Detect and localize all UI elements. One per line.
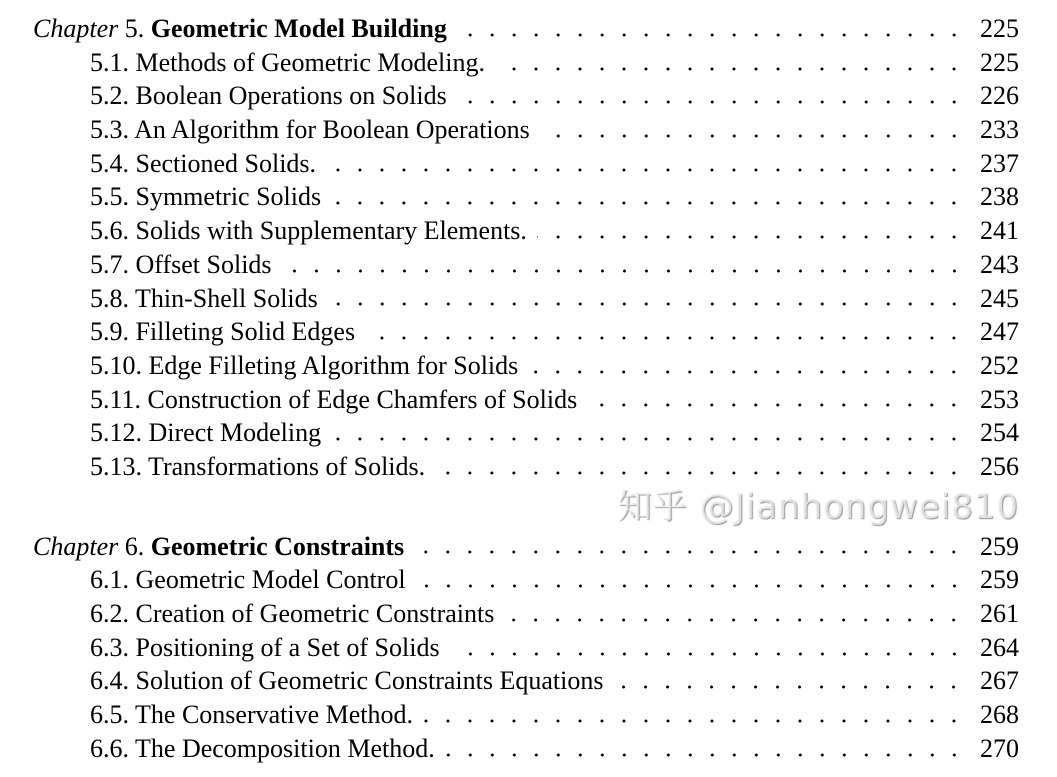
toc-section-entry[interactable]: [0, 732, 1057, 766]
page-number: 225: [980, 14, 1019, 43]
page-number: 245: [980, 283, 1019, 313]
table-of-contents: [0, 12, 1057, 765]
dot-leader: [423, 718, 965, 724]
toc-section-entry[interactable]: [0, 214, 1057, 248]
page-number: 264: [980, 632, 1019, 662]
toc-section-entry[interactable]: [0, 248, 1057, 282]
dot-leader: [457, 32, 965, 38]
section-title: 5.10. Edge Filleting Algorithm for Solids: [90, 350, 519, 380]
page-number: 270: [980, 733, 1019, 763]
section-title: 6.4. Solution of Geometric Constraints Equations: [90, 666, 604, 696]
page-number: 256: [980, 451, 1019, 481]
toc-section-entry[interactable]: [0, 450, 1057, 484]
chapter-title: [33, 12, 447, 46]
chapter-name: Geometric Constraints: [150, 531, 405, 561]
dot-leader: [445, 752, 965, 758]
dot-leader: [416, 583, 965, 589]
section-title: 6.6. The Decomposition Method.: [90, 733, 435, 763]
dot-leader: [537, 234, 965, 240]
toc-section-entry[interactable]: [0, 597, 1057, 631]
toc-section-entry[interactable]: [0, 631, 1057, 665]
chapter-title: [33, 530, 404, 564]
dot-leader: [282, 268, 965, 274]
toc-section-entry[interactable]: [0, 147, 1057, 181]
page-number: 268: [980, 700, 1019, 730]
page-number: 241: [980, 216, 1019, 246]
section-title: 5.8. Thin-Shell Solids: [90, 283, 318, 313]
toc-section-entry[interactable]: [0, 180, 1057, 214]
section-title: 6.5. The Conservative Method.: [90, 700, 414, 730]
chapter-gap: [0, 484, 1057, 530]
section-title: 5.3. An Algorithm for Boolean Operations: [90, 115, 530, 145]
chapter-number: 6.: [124, 531, 145, 561]
dot-leader: [326, 167, 965, 173]
section-title: 5.7. Offset Solids: [90, 249, 272, 279]
dot-leader: [331, 436, 965, 442]
dot-leader: [528, 369, 965, 375]
page-number: 247: [980, 317, 1019, 347]
page-number: 267: [980, 666, 1019, 696]
page-number: 238: [980, 182, 1019, 212]
toc-chapter-entry[interactable]: [0, 530, 1057, 564]
dot-leader: [613, 684, 965, 690]
page-number: 259: [980, 531, 1019, 561]
section-title: 5.9. Filleting Solid Edges: [90, 317, 356, 347]
section-title: 5.11. Construction of Edge Chamfers of Solids: [90, 384, 578, 414]
toc-section-entry[interactable]: [0, 282, 1057, 316]
dot-leader: [504, 617, 965, 623]
page-number: 253: [980, 384, 1019, 414]
toc-section-entry[interactable]: [0, 46, 1057, 80]
page-number: 259: [980, 565, 1019, 595]
page-number: 243: [980, 249, 1019, 279]
section-title: 5.6. Solids with Supplementary Elements.: [90, 216, 527, 246]
chapter-name: Geometric Model Building: [150, 14, 447, 43]
dot-leader: [450, 651, 965, 657]
toc-section-entry[interactable]: [0, 416, 1057, 450]
section-title: 6.1. Geometric Model Control: [90, 565, 406, 595]
chapter-prefix: Chapter: [33, 531, 119, 561]
section-title: 5.12. Direct Modeling: [90, 418, 322, 448]
toc-section-entry[interactable]: [0, 349, 1057, 383]
section-title: 5.4. Sectioned Solids.: [90, 148, 317, 178]
toc-section-entry[interactable]: [0, 664, 1057, 698]
section-title: 5.13. Transformations of Solids.: [90, 451, 426, 481]
dot-leader: [435, 470, 965, 476]
section-title: 5.5. Symmetric Solids: [90, 182, 322, 212]
chapter-number: 5.: [124, 14, 145, 43]
section-title: 5.2. Boolean Operations on Solids: [90, 81, 447, 111]
dot-leader: [495, 66, 965, 72]
page-number: 233: [980, 115, 1019, 145]
toc-section-entry[interactable]: [0, 113, 1057, 147]
dot-leader: [414, 549, 965, 555]
dot-leader: [331, 200, 965, 206]
chapter-prefix: Chapter: [33, 14, 119, 43]
section-title: 6.2. Creation of Geometric Constraints: [90, 599, 495, 628]
toc-section-entry[interactable]: [0, 79, 1057, 113]
toc-section-entry[interactable]: [0, 383, 1057, 417]
dot-leader: [365, 335, 965, 341]
toc-section-entry[interactable]: [0, 563, 1057, 597]
section-title: 6.3. Positioning of a Set of Solids: [90, 632, 440, 662]
toc-section-entry[interactable]: [0, 698, 1057, 732]
dot-leader: [587, 402, 965, 408]
dot-leader: [457, 99, 965, 105]
toc-chapter-entry[interactable]: [0, 12, 1057, 46]
page-number: 252: [980, 350, 1019, 380]
dot-leader: [328, 301, 965, 307]
page-number: 225: [980, 47, 1019, 77]
page-number: 226: [980, 81, 1019, 111]
toc-section-entry[interactable]: [0, 315, 1057, 349]
watermark: 知乎 @Jianhongwei810: [617, 486, 1019, 527]
dot-leader: [540, 133, 965, 139]
page-number: 261: [980, 599, 1019, 628]
section-title: 5.1. Methods of Geometric Modeling.: [90, 47, 485, 77]
page-number: 237: [980, 148, 1019, 178]
page-number: 254: [980, 418, 1019, 448]
